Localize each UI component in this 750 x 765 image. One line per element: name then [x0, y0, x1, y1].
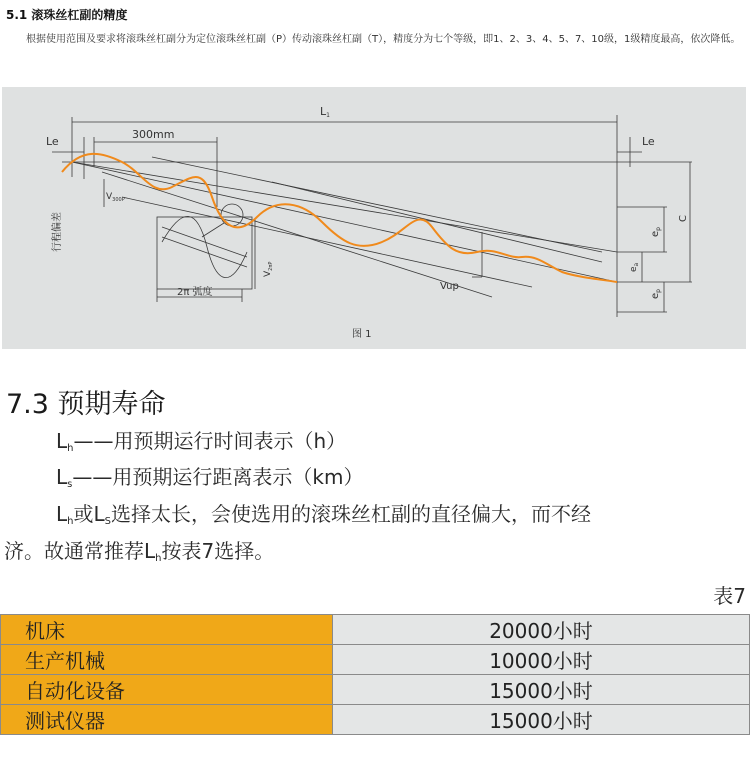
- table-category: 测试仪器: [1, 705, 333, 735]
- table-row: [1, 705, 750, 735]
- reference-line-1: [72, 162, 617, 282]
- precision-diagram: [2, 87, 746, 349]
- ep-label: $e_p$: [650, 227, 662, 237]
- table-category: 生产机械: [1, 645, 333, 675]
- figure-1: [2, 87, 746, 349]
- c-label: C: [678, 215, 689, 222]
- span-300-label: 300mm: [132, 128, 175, 141]
- zoom-slant-2: [162, 227, 247, 257]
- magnify-leader: [202, 223, 224, 237]
- table-value: 20000小时: [333, 615, 750, 645]
- intro-text: 根据使用范围及要求将滚珠丝杠副分为定位滚珠丝杠副（P）传动滚珠丝杠副（T），精度分为七个等级，即1、2、3、4、5、7、10级，1级精度最高，依次降低。: [26, 34, 741, 45]
- figure-caption: 图 1: [352, 329, 372, 340]
- table-category: 自动化设备: [1, 675, 333, 705]
- reference-line-2: [72, 162, 617, 252]
- ep2-label: $e_p$: [650, 289, 662, 299]
- recommendation-line-2: 济。故通常推荐$L_h$按表7选择。: [4, 539, 275, 564]
- v2pi-label: $V_{2\pi P}$: [263, 261, 274, 277]
- l1-label: L1: [320, 105, 330, 119]
- lh-definition: $L_h——$用预期运行时间表示（h）: [56, 429, 347, 454]
- reference-line-3: [102, 172, 492, 297]
- reference-line-5: [122, 197, 532, 287]
- table-category: 机床: [1, 615, 333, 645]
- table-row: [1, 615, 750, 645]
- ea-label: $e_a$: [629, 262, 640, 272]
- reference-line-4: [152, 157, 602, 252]
- life-heading: 7.3 预期寿命: [6, 389, 166, 420]
- table-value: 10000小时: [333, 645, 750, 675]
- life-table: [0, 614, 750, 735]
- ls-definition: $L_s——$用预期运行距离表示（km）: [56, 465, 364, 490]
- intro-paragraph: [6, 30, 742, 50]
- two-pi-label: 2π 弧度: [177, 287, 213, 298]
- table-row: [1, 675, 750, 705]
- table-value: 15000小时: [333, 675, 750, 705]
- section-title: 5.1 滚珠丝杠副的精度: [6, 8, 128, 22]
- table-label: 表7: [713, 584, 746, 608]
- recommendation-line-1: $L_h$或$L_S$选择太长，会使选用的滚珠丝杠副的直径偏大，而不经: [56, 502, 592, 527]
- le-left-label: Le: [46, 135, 59, 148]
- table-value: 15000小时: [333, 705, 750, 735]
- magnify-circle: [221, 204, 243, 226]
- zoom-slant-1: [162, 237, 247, 267]
- table-row: [1, 645, 750, 675]
- vup-label: Vup: [440, 281, 459, 292]
- y-axis-label: 行程偏差: [52, 212, 63, 252]
- le-right-label: Le: [642, 135, 655, 148]
- v300p-label: $V_{300P}$: [106, 192, 125, 203]
- deviation-curve: [62, 154, 617, 282]
